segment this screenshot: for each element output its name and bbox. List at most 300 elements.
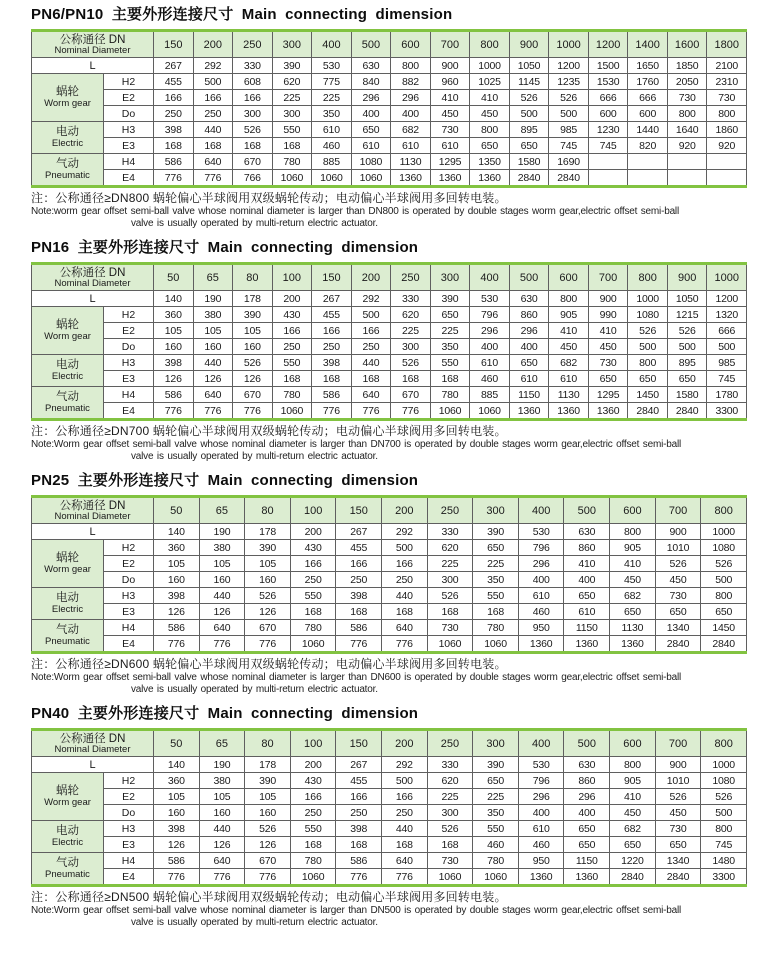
value-cell: 1360 xyxy=(391,170,431,187)
dn-header-cell: 600 xyxy=(610,730,656,757)
nominal-diameter-label xyxy=(32,730,154,757)
row-key-Do: Do xyxy=(104,106,154,122)
value-cell: 800 xyxy=(707,106,747,122)
row-key-H4: H4 xyxy=(104,154,154,170)
value-cell: 2100 xyxy=(707,58,747,74)
value-cell: 730 xyxy=(430,122,470,138)
value-cell: 682 xyxy=(549,355,589,371)
value-cell: 126 xyxy=(199,604,245,620)
value-cell: 410 xyxy=(470,90,510,106)
value-cell: 440 xyxy=(382,588,428,604)
group-label-en: Electric xyxy=(51,371,84,382)
value-cell: 400 xyxy=(518,572,564,588)
dimension-table-pn6-pn10 xyxy=(31,29,747,188)
value-cell: 796 xyxy=(470,307,510,323)
value-cell: 250 xyxy=(351,339,391,355)
value-cell: 105 xyxy=(199,556,245,572)
value-cell: 160 xyxy=(233,339,273,355)
value-cell: 610 xyxy=(518,588,564,604)
data-row-E2 xyxy=(32,789,747,805)
value-cell: 776 xyxy=(351,403,391,420)
value-cell: 225 xyxy=(473,556,519,572)
nominal-diameter-label-en: Nominal Diameter xyxy=(54,277,131,289)
data-row-E3 xyxy=(32,604,747,620)
value-cell: 296 xyxy=(518,789,564,805)
value-cell: 550 xyxy=(290,588,336,604)
value-cell: 526 xyxy=(628,323,668,339)
value-cell: 160 xyxy=(245,572,291,588)
value-cell: 776 xyxy=(336,636,382,653)
value-cell: 1060 xyxy=(312,170,352,187)
value-cell: 766 xyxy=(233,170,273,187)
value-cell: 1080 xyxy=(701,540,747,556)
value-cell: 776 xyxy=(312,403,352,420)
dn-header-cell: 300 xyxy=(430,264,470,291)
value-cell: 410 xyxy=(610,556,656,572)
value-cell: 1340 xyxy=(655,620,701,636)
value-cell: 166 xyxy=(290,789,336,805)
note-pn6-pn10 xyxy=(31,191,747,230)
dn-header-cell: 700 xyxy=(430,31,470,58)
value-cell: 168 xyxy=(427,837,473,853)
header-row xyxy=(32,31,747,58)
value-cell: 650 xyxy=(564,588,610,604)
value-cell: 1025 xyxy=(470,74,510,90)
value-cell: 126 xyxy=(245,604,291,620)
dn-header-cell: 150 xyxy=(336,497,382,524)
section-title-pn6-pn10: PN6/PN10 主要外形连接尺寸 Main connecting dimension xyxy=(31,6,453,23)
dn-header-cell: 50 xyxy=(154,264,194,291)
note-pn16 xyxy=(31,424,747,463)
nominal-diameter-label-en: Nominal Diameter xyxy=(54,44,131,56)
dn-header-cell: 1000 xyxy=(707,264,747,291)
value-cell: 1360 xyxy=(509,403,549,420)
value-cell: 526 xyxy=(655,789,701,805)
value-cell: 650 xyxy=(473,773,519,789)
value-cell: 526 xyxy=(427,588,473,604)
table-body xyxy=(32,497,747,653)
value-cell: 250 xyxy=(312,339,352,355)
value-cell: 780 xyxy=(272,154,312,170)
value-cell: 586 xyxy=(154,853,200,869)
group-label-cn: 电动 xyxy=(56,359,79,371)
dn-header-cell: 250 xyxy=(427,497,473,524)
value-cell: 1860 xyxy=(707,122,747,138)
value-cell: 1650 xyxy=(628,58,668,74)
value-cell: 1060 xyxy=(272,170,312,187)
value-cell: 500 xyxy=(707,339,747,355)
value-cell: 300 xyxy=(233,106,273,122)
value-cell: 350 xyxy=(312,106,352,122)
dn-header-cell: 250 xyxy=(427,730,473,757)
value-cell: 776 xyxy=(154,403,194,420)
value-cell: 398 xyxy=(154,355,194,371)
value-cell: 586 xyxy=(154,154,194,170)
data-row-H2 xyxy=(32,540,747,556)
value-cell: 1215 xyxy=(667,307,707,323)
group-label-cn: 蜗轮 xyxy=(56,552,79,564)
value-cell: 1230 xyxy=(588,122,628,138)
value-cell: 670 xyxy=(245,853,291,869)
row-key-L: L xyxy=(32,291,154,307)
value-cell: 168 xyxy=(336,837,382,853)
value-cell: 1080 xyxy=(628,307,668,323)
data-row-Do xyxy=(32,572,747,588)
value-cell: 730 xyxy=(588,355,628,371)
value-cell: 800 xyxy=(667,106,707,122)
note-pn25 xyxy=(31,657,747,696)
nominal-diameter-label xyxy=(32,264,154,291)
value-cell: 800 xyxy=(628,355,668,371)
value-cell: 126 xyxy=(154,837,200,853)
value-cell: 166 xyxy=(351,323,391,339)
value-cell: 2050 xyxy=(667,74,707,90)
length-row xyxy=(32,291,747,307)
value-cell: 526 xyxy=(427,821,473,837)
group-label-pneumatic xyxy=(32,853,104,886)
value-cell: 166 xyxy=(336,556,382,572)
table-body xyxy=(32,264,747,420)
value-cell: 682 xyxy=(391,122,431,138)
value-cell: 650 xyxy=(509,138,549,154)
value-cell: 530 xyxy=(312,58,352,74)
value-cell: 105 xyxy=(154,323,194,339)
group-label-pneumatic xyxy=(32,387,104,420)
value-cell: 670 xyxy=(233,154,273,170)
value-cell: 250 xyxy=(336,805,382,821)
group-label-worm-gear xyxy=(32,74,104,122)
value-cell: 550 xyxy=(473,588,519,604)
note-chinese: 注：公称通径≥DN500 蜗轮偏心半球阀用双级蜗轮传动；电动偏心半球阀用多回转电装。 xyxy=(31,890,507,904)
data-row-Do xyxy=(32,106,747,122)
value-cell: 440 xyxy=(199,821,245,837)
value-cell: 360 xyxy=(154,540,200,556)
dn-header-cell: 700 xyxy=(655,497,701,524)
value-cell: 398 xyxy=(336,588,382,604)
data-row-H4 xyxy=(32,620,747,636)
dn-header-cell: 50 xyxy=(154,730,200,757)
value-cell: 166 xyxy=(154,90,194,106)
value-cell xyxy=(707,170,747,187)
value-cell: 140 xyxy=(154,757,200,773)
group-label-en: Worm gear xyxy=(44,98,91,109)
value-cell: 800 xyxy=(391,58,431,74)
value-cell: 1440 xyxy=(628,122,668,138)
value-cell: 400 xyxy=(351,106,391,122)
value-cell: 460 xyxy=(518,837,564,853)
value-cell: 500 xyxy=(193,74,233,90)
value-cell: 820 xyxy=(628,138,668,154)
note-english-line1: Note:Worm gear offset semi-ball valve whose nominal diameter is larger than DN700 is operated by double stages worm gear,electric offset semi-ball xyxy=(31,439,682,450)
value-cell: 650 xyxy=(667,371,707,387)
group-label-electric xyxy=(32,122,104,154)
value-cell xyxy=(667,154,707,170)
value-cell: 190 xyxy=(199,524,245,540)
group-label-cn: 气动 xyxy=(56,624,79,636)
value-cell: 650 xyxy=(610,837,656,853)
value-cell: 105 xyxy=(193,323,233,339)
value-cell: 905 xyxy=(610,773,656,789)
value-cell: 440 xyxy=(193,355,233,371)
row-key-H3: H3 xyxy=(104,122,154,138)
note-english-line2: valve is usually operated by multi-return electric actuator. xyxy=(131,684,378,695)
value-cell: 500 xyxy=(382,540,428,556)
value-cell: 1060 xyxy=(351,170,391,187)
value-cell: 1130 xyxy=(391,154,431,170)
value-cell: 775 xyxy=(312,74,352,90)
value-cell: 267 xyxy=(336,524,382,540)
value-cell: 168 xyxy=(382,604,428,620)
dn-header-cell: 800 xyxy=(628,264,668,291)
value-cell: 300 xyxy=(427,805,473,821)
group-label-cn: 蜗轮 xyxy=(56,319,79,331)
value-cell: 730 xyxy=(655,821,701,837)
value-cell: 450 xyxy=(470,106,510,122)
dn-header-cell: 1400 xyxy=(628,31,668,58)
value-cell: 500 xyxy=(701,805,747,821)
value-cell: 250 xyxy=(382,572,428,588)
value-cell: 526 xyxy=(701,556,747,572)
value-cell: 200 xyxy=(290,524,336,540)
data-row-E4 xyxy=(32,403,747,420)
value-cell: 776 xyxy=(154,869,200,886)
value-cell: 350 xyxy=(473,805,519,821)
value-cell: 292 xyxy=(193,58,233,74)
value-cell: 650 xyxy=(470,138,510,154)
value-cell: 885 xyxy=(312,154,352,170)
dn-header-cell: 800 xyxy=(470,31,510,58)
row-key-H4: H4 xyxy=(104,853,154,869)
dn-header-cell: 1200 xyxy=(588,31,628,58)
data-row-H2 xyxy=(32,773,747,789)
value-cell: 550 xyxy=(272,355,312,371)
value-cell: 640 xyxy=(193,387,233,403)
value-cell: 610 xyxy=(518,821,564,837)
value-cell: 160 xyxy=(154,572,200,588)
row-key-E4: E4 xyxy=(104,636,154,653)
value-cell: 650 xyxy=(655,604,701,620)
value-cell: 610 xyxy=(430,138,470,154)
value-cell: 225 xyxy=(391,323,431,339)
value-cell: 608 xyxy=(233,74,273,90)
dn-header-cell: 80 xyxy=(245,730,291,757)
nominal-diameter-label-cn: 公称通径 DN xyxy=(59,266,126,279)
value-cell: 650 xyxy=(430,307,470,323)
value-cell: 682 xyxy=(610,821,656,837)
value-cell xyxy=(628,154,668,170)
value-cell: 640 xyxy=(382,620,428,636)
value-cell: 190 xyxy=(193,291,233,307)
value-cell: 450 xyxy=(655,572,701,588)
value-cell: 1360 xyxy=(549,403,589,420)
value-cell: 895 xyxy=(667,355,707,371)
value-cell: 780 xyxy=(272,387,312,403)
value-cell: 250 xyxy=(290,572,336,588)
value-cell: 500 xyxy=(382,773,428,789)
value-cell: 160 xyxy=(154,805,200,821)
value-cell: 800 xyxy=(549,291,589,307)
row-key-L: L xyxy=(32,58,154,74)
group-label-cn: 电动 xyxy=(56,825,79,837)
dn-header-cell: 65 xyxy=(199,497,245,524)
value-cell: 1360 xyxy=(470,170,510,187)
value-cell: 1360 xyxy=(610,636,656,653)
value-cell: 610 xyxy=(470,355,510,371)
value-cell: 330 xyxy=(427,524,473,540)
dn-header-cell: 200 xyxy=(382,497,428,524)
value-cell: 225 xyxy=(312,90,352,106)
value-cell: 440 xyxy=(193,122,233,138)
value-cell: 1350 xyxy=(470,154,510,170)
value-cell: 526 xyxy=(245,821,291,837)
value-cell: 1060 xyxy=(430,403,470,420)
value-cell: 620 xyxy=(427,540,473,556)
header-row xyxy=(32,730,747,757)
value-cell: 800 xyxy=(610,757,656,773)
note-chinese: 注：公称通径≥DN700 蜗轮偏心半球阀用双级蜗轮传动；电动偏心半球阀用多回转电装。 xyxy=(31,424,507,438)
value-cell: 620 xyxy=(272,74,312,90)
value-cell: 105 xyxy=(154,556,200,572)
value-cell: 168 xyxy=(430,371,470,387)
section-pn25 xyxy=(31,472,747,696)
value-cell: 410 xyxy=(610,789,656,805)
dn-header-cell: 800 xyxy=(701,497,747,524)
row-key-E4: E4 xyxy=(104,869,154,886)
group-label-pneumatic xyxy=(32,620,104,653)
value-cell: 168 xyxy=(473,604,519,620)
value-cell: 1530 xyxy=(588,74,628,90)
value-cell: 296 xyxy=(518,556,564,572)
value-cell: 1200 xyxy=(549,58,589,74)
value-cell: 586 xyxy=(312,387,352,403)
value-cell: 440 xyxy=(199,588,245,604)
value-cell: 450 xyxy=(610,805,656,821)
value-cell: 776 xyxy=(245,636,291,653)
value-cell: 168 xyxy=(193,138,233,154)
value-cell: 776 xyxy=(382,869,428,886)
value-cell: 800 xyxy=(610,524,656,540)
value-cell: 882 xyxy=(391,74,431,90)
value-cell: 776 xyxy=(193,403,233,420)
data-row-H3 xyxy=(32,122,747,138)
value-cell: 776 xyxy=(199,869,245,886)
value-cell: 250 xyxy=(272,339,312,355)
value-cell: 360 xyxy=(154,307,194,323)
value-cell: 1060 xyxy=(427,636,473,653)
value-cell: 776 xyxy=(336,869,382,886)
value-cell: 168 xyxy=(336,604,382,620)
value-cell: 1640 xyxy=(667,122,707,138)
group-label-en: Electric xyxy=(51,837,84,848)
value-cell: 500 xyxy=(628,339,668,355)
value-cell: 455 xyxy=(312,307,352,323)
data-row-H4 xyxy=(32,853,747,869)
value-cell: 430 xyxy=(272,307,312,323)
value-cell: 526 xyxy=(667,323,707,339)
group-label-en: Electric xyxy=(51,604,84,615)
value-cell: 250 xyxy=(336,572,382,588)
value-cell: 1000 xyxy=(470,58,510,74)
length-row xyxy=(32,524,747,540)
value-cell: 1780 xyxy=(707,387,747,403)
value-cell: 250 xyxy=(290,805,336,821)
value-cell: 796 xyxy=(518,773,564,789)
note-english-line1: Note:Worm gear offset semi-ball valve whose nominal diameter is larger than DN500 is operated by double stages worm gear,electric offset semi-ball xyxy=(31,905,682,916)
value-cell: 776 xyxy=(199,636,245,653)
value-cell xyxy=(707,154,747,170)
nominal-diameter-label-cn: 公称通径 DN xyxy=(59,33,126,46)
value-cell: 610 xyxy=(351,138,391,154)
value-cell: 600 xyxy=(628,106,668,122)
note-english-line2: valve is usually operated by multi-return electric actuator. xyxy=(131,218,378,229)
nominal-diameter-label xyxy=(32,31,154,58)
value-cell: 1295 xyxy=(430,154,470,170)
value-cell: 1130 xyxy=(610,620,656,636)
value-cell: 620 xyxy=(427,773,473,789)
dn-header-cell: 1600 xyxy=(667,31,707,58)
value-cell: 296 xyxy=(509,323,549,339)
value-cell: 360 xyxy=(154,773,200,789)
value-cell: 380 xyxy=(199,773,245,789)
value-cell: 1060 xyxy=(427,869,473,886)
value-cell: 2840 xyxy=(667,403,707,420)
nominal-diameter-label-cn: 公称通径 DN xyxy=(59,732,126,745)
value-cell: 390 xyxy=(473,524,519,540)
dn-header-cell: 600 xyxy=(391,31,431,58)
value-cell: 390 xyxy=(245,773,291,789)
value-cell: 960 xyxy=(430,74,470,90)
value-cell: 905 xyxy=(610,540,656,556)
value-cell: 526 xyxy=(509,90,549,106)
table-body xyxy=(32,730,747,886)
value-cell: 745 xyxy=(707,371,747,387)
value-cell: 526 xyxy=(655,556,701,572)
row-key-E4: E4 xyxy=(104,403,154,420)
value-cell: 168 xyxy=(290,837,336,853)
row-key-Do: Do xyxy=(104,805,154,821)
value-cell: 1450 xyxy=(628,387,668,403)
value-cell: 1360 xyxy=(518,636,564,653)
value-cell: 985 xyxy=(707,355,747,371)
value-cell: 450 xyxy=(430,106,470,122)
value-cell: 400 xyxy=(509,339,549,355)
data-row-E2 xyxy=(32,90,747,106)
value-cell: 390 xyxy=(233,307,273,323)
value-cell: 168 xyxy=(272,138,312,154)
value-cell: 450 xyxy=(655,805,701,821)
dn-header-cell: 65 xyxy=(199,730,245,757)
value-cell: 610 xyxy=(549,371,589,387)
value-cell: 745 xyxy=(588,138,628,154)
value-cell: 650 xyxy=(351,122,391,138)
value-cell: 330 xyxy=(233,58,273,74)
data-row-E4 xyxy=(32,636,747,653)
value-cell: 796 xyxy=(518,540,564,556)
value-cell: 200 xyxy=(272,291,312,307)
value-cell: 1000 xyxy=(701,524,747,540)
dn-header-cell: 1800 xyxy=(707,31,747,58)
note-chinese: 注：公称通径≥DN600 蜗轮偏心半球阀用双级蜗轮传动；电动偏心半球阀用多回转电装。 xyxy=(31,657,507,671)
row-key-E3: E3 xyxy=(104,138,154,154)
value-cell: 670 xyxy=(391,387,431,403)
value-cell: 640 xyxy=(193,154,233,170)
dn-header-cell: 150 xyxy=(336,730,382,757)
row-key-Do: Do xyxy=(104,572,154,588)
group-label-en: Electric xyxy=(51,138,84,149)
value-cell: 400 xyxy=(564,805,610,821)
value-cell: 666 xyxy=(588,90,628,106)
value-cell: 895 xyxy=(509,122,549,138)
